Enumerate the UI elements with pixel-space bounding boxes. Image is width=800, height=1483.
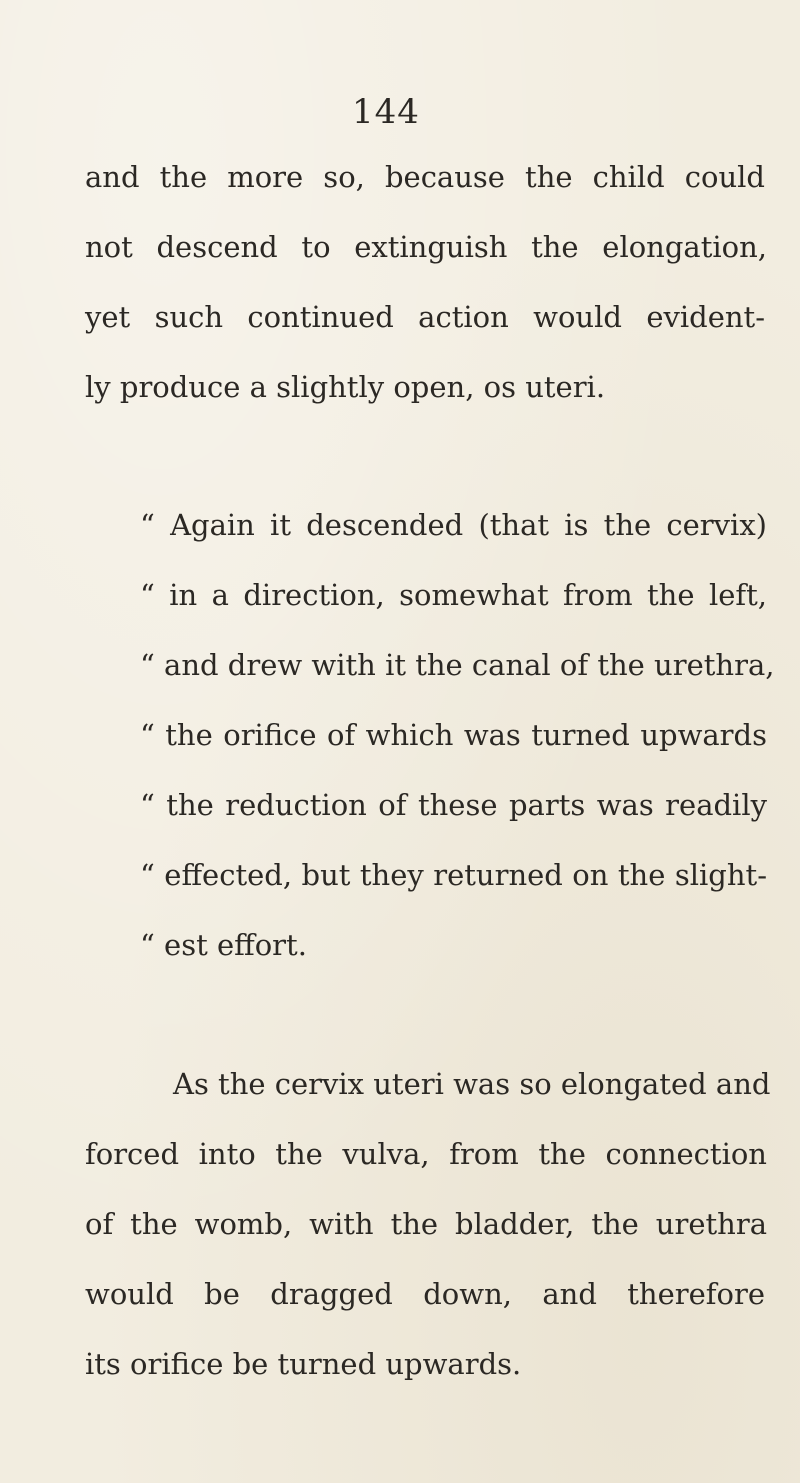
text-line: ly produce a slightly open, os uteri. [85,370,606,404]
quoted-line: “ the orifice of which was turned upwards [140,718,767,752]
text-line: would be dragged down, and therefore [85,1277,765,1311]
quoted-line: “ and drew with it the canal of the urethra, [140,648,775,682]
quoted-line: “ Again it descended (that is the cervix) [140,508,767,542]
quoted-line: “ in a direction, somewhat from the left, [140,578,767,612]
text-line: yet such continued action would evident- [85,300,765,334]
text-line: and the more so, because the child could [85,160,765,194]
text-line: not descend to extinguish the elongation, [85,230,767,264]
text-line: its orifice be turned upwards. [85,1347,522,1381]
text-line: forced into the vulva, from the connection [85,1137,767,1171]
quoted-line: “ est effort. [140,928,307,962]
text-line: As the cervix uteri was so elongated and [173,1067,771,1101]
quoted-line: “ effected, but they returned on the slight- [140,858,767,892]
quoted-line: “ the reduction of these parts was readily [140,788,767,822]
page-number: 144 [352,92,420,132]
text-line: of the womb, with the bladder, the urethra [85,1207,767,1241]
